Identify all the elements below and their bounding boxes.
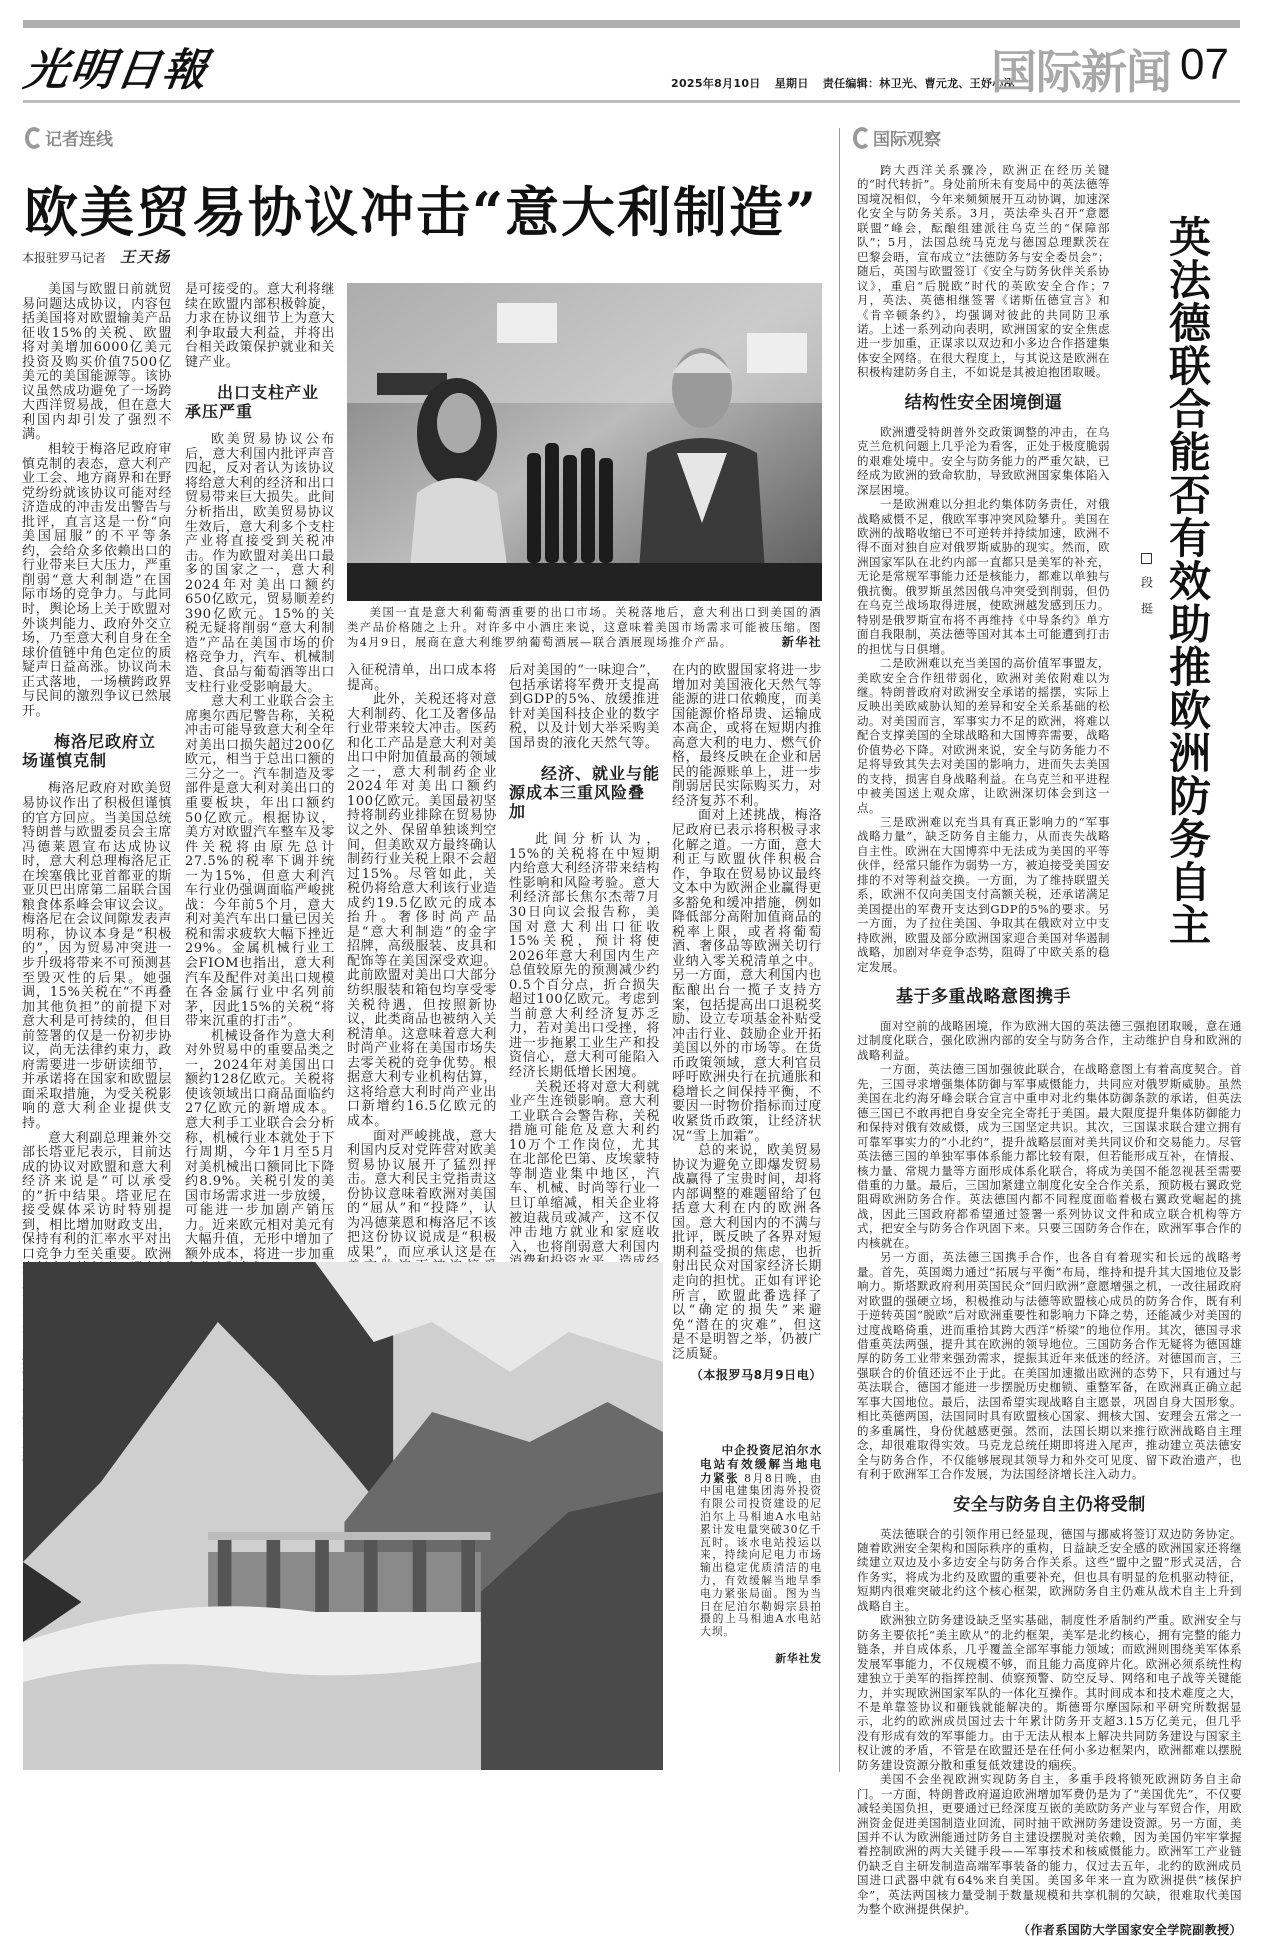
paragraph: 入征税清单，出口成本将提高。 <box>347 663 497 693</box>
column-label-text: 记者连线 <box>45 130 113 150</box>
paragraph: 是可接受的。意大利将继续在欧盟内部积极斡旋，力求在协议细节上为意大利争取最大利益，并将出台相关政策保护就业和关键产业。 <box>185 282 335 370</box>
paragraph: 欧美贸易协议公布后，意大利国内批评声音四起，反对者认为该协议将给意大利的经济和出口贸易带来巨大损失。此间分析指出，欧美贸易协议生效后，意大利多个支柱产业将直接受到关税冲击。作为欧盟对美出口最多的国家之一，意大利2024年对美出口额约650亿欧元，贸易顺差约390亿欧元。15%的关税无疑将削弱“意大利制造”产品在美国市场的价格竞争力，汽车、机械制造、食品与葡萄酒等出口支柱行业受影响最大。 <box>185 432 335 695</box>
paragraph: 二是欧洲难以充当美国的高价值军事盟友，美欧安全合作纽带弱化，欧洲对美依附难以为继。特朗普政府对欧洲安全承诺的摇摆，实际上反映出美欧威胁认知的差异和安全关系基础的松动。对美国而言，军事实力不足的欧洲，将难以配合支撑美国的全球战略和大国博弈需要，战略价值势必下降。对欧洲来说，安全与防务能力不足将导致其失去对美国的影响力，进而失去美国的支持，损害自身战略利益。在乌克兰和平进程中被美国送上观众席，让欧洲深切体会到这一点。 <box>857 656 1110 815</box>
section-title: 国际新闻 <box>991 45 1171 99</box>
paragraph: 跨大西洋关系骤冷，欧洲正在经历关键的“时代转折”。身处前所未有变局中的英法德等国境况相似，今年来频频展开互动协调，加速深化安全与防务关系。3月，英法牵头召开“意愿联盟”峰会，酝酿组建派往乌克兰的“保障部队”；5月，法国总统马克龙与德国总理默茨在巴黎会晤，宣布成立“法德防务与安全委员会”；随后，英国与欧盟签订《安全与防务伙伴关系协议》，重启“后脱欧”时代的英欧安全合作；7月，英法、英德相继签署《诺斯伍德宣言》和《肯辛顿条约》，均强调对彼此的共同防卫承诺。上述一系列动向表明，欧洲国家的安全焦虑进一步加重，正谋求以双边和小多边合作搭建集体安全网络。在很大程度上，与其说这是欧洲在积极构建防务自主，不如说是其被迫抱团取暖。 <box>857 163 1110 380</box>
paragraph: 意大利副总理兼外交部长塔亚尼表示，目前达成的协议对欧盟和意大利经济来说是“可以承受的”折中结果。塔亚尼在接受媒体采访时特别提到，相比增加财政支出，保持有利的汇率水平对出口竞争力至关重要。欧洲 <box>22 1130 172 1262</box>
paragraph: 美国与欧盟日前就贸易问题达成协议，内容包括美国将对欧盟输美产品征收15%的关税、欧盟将对美增加6000亿美元投资及购买价值7500亿美元的美国能源等。该协议虽然成功避免了一场跨大西洋贸易战，但在意大利国内却引发了强烈不满。 <box>22 282 172 443</box>
photo-caption <box>347 605 822 650</box>
newspaper-logo: 光明日報 <box>20 45 212 96</box>
vertical-divider <box>839 128 840 1772</box>
byline-name: 王天扬 <box>120 248 172 266</box>
paragraph: 总的来说，欧美贸易协议为避免立即爆发贸易战赢得了宝贵时间，却将内部调整的难题留给了包括意大利在内的欧洲各国。意大利国内的不满与批评，既反映了各界对短期利益受损的焦虑，也折射出民众对国家经济长期走向的担忧。正如有评论所言，欧盟此番选择了以“确定的损失”来避免“潜在的灾难”，但这是不是明智之举，仍被广泛质疑。 <box>672 1143 822 1362</box>
paragraph: 在内的欧盟国家将进一步增加对美国液化天然气等能源的进口依赖度，而美国能源价格昂贵、运输成本高企，或将在短期内推高意大利的电力、燃气价格，最终反映在企业和居民的能源账单上，进一步削弱居民实际购买力，对经济复苏不利。 <box>672 663 822 809</box>
headline-area <box>1110 163 1242 1011</box>
issue-weekday: 星期日 <box>774 77 809 90</box>
g-logo-icon <box>25 127 43 149</box>
header-divider <box>23 100 1240 103</box>
author-name: 段挺 <box>1139 576 1154 628</box>
paragraph: 另一方面，英法德三国携手合作，也各自有着现实和长远的战略考量。首先，英国竭力通过“拓展与平衡”布局，维持和提升其大国地位及影响力。斯塔默政府利用英国民众“回归欧洲”意愿增强之机，一改往届政府对欧盟的强硬立场，积极推动与法德等欧盟核心成员的防务合作，既有利于逆转英国“脱欧”后对欧洲重要性和影响力下降之势，还能减少对美国的过度战略倚重，进而重拾其跨大西洋“桥梁”的地位作用。其次，德国寻求借重英法两强，提升其在欧洲的领导地位。三国防务合作无疑将为德国雄厚的防务工业带来强劲需求，提振其近年来低迷的经济。对德国而言，三强联合的价值还远不止于此。在美国加速撤出欧洲的态势下，只有通过与英法联合，德国才能进一步摆脱历史枷锁、重整军备，在欧洲真正确立起军事大国地位。最后，法国希望实现战略自主愿景，巩固自身大国形象。相比英德两国，法国同时具有欧盟核心国家、拥核大国、安理会五常之一的多重属性，身份优越感更强。然而，法国长期以来推行欧洲战略自主理念，却很难取得实效。马克龙总统任期即将进入尾声，推动建立英法德安全与防务合作，不仅能够展现其领导力和外交可见度、留下政治遗产，也有利于欧洲军工合作发展，为法国经济增长注入动力。 <box>857 1250 1242 1482</box>
paragraph: 此外，关税还将对意大利制药、化工及奢侈品行业带来较大冲击。医药和化工产品是意大利对美出口中附加值最高的领域之一，意大利制药企业2024年对美出口额约100亿欧元。美国最初坚持将制药业排除在贸易协议之外、保留单独谈判空间，但美欧双方最终确认制药行业关税上限不会超过15%。尽管如此，关税仍将给意大利该行业造成约19.5亿欧元的成本抬升。奢侈时尚产品是“意大利制造”的金字招牌，高级服装、皮具和配饰等在美国深受欢迎。此前欧盟对美出口大部分纺织服装和箱包均享受零关税待遇，但按照新协议，此类商品也被纳入关税清单。这意味着意大利时尚产业将在美国市场失去零关税的竞争优势。根据意大利专业机构估算，这将给意大利时尚产业出口新增约16.5亿欧元的成本。 <box>347 692 497 1129</box>
paragraph: 机械设备作为意大利对外贸易中的重要品类之一，2024年对美国出口额约128亿欧元。关税将使该领域出口商品面临约27亿欧元的新增成本。意大利手工业联合会分析称，机械行业本就处于下行周期，今年1月至5月对美机械出口额同比下降约8.9%。关税引发的美国市场需求进一步放缓，可能进一步加剧产销压力。近来欧元相对美元有大幅升值，无形中增加了额外成本，将进一步加重 <box>185 1028 335 1262</box>
page-number: 07 <box>1180 40 1229 89</box>
paragraph: 后对美国的“一味迎合”，包括承诺将军费开支提高到GDP的5%、放缓推进针对美国科技企业的数字税，以及计划大举采购美国昂贵的液化天然气等。 <box>509 663 660 751</box>
subheading: 梅洛尼政府立场谨慎克制 <box>22 732 157 771</box>
paragraph: 欧洲遭受特朗普外交政策调整的冲击，在乌克兰危机问题上几乎沦为看客，正处于极度脆弱的艰难处境中。安全与防务能力的严重欠缺，已经成为欧洲的致命软肋，导致欧洲国家集体陷入深层困境。 <box>857 424 1110 497</box>
paragraph: 意大利工业联合会主席奥尔西尼警告称，关税冲击可能导致意大利全年对美出口损失超过200亿欧元，相当于总出口额的三分之一。汽车制造及零部件是意大利对美出口的重要板块，年出口额约50亿欧元。根据协议，美方对欧盟汽车整车及零件关税将由原先总计27.5%的税率下调并统一为15%，但意大利汽车行业仍强调面临严峻挑战：今年前5个月，意大利对美汽车出口量已因关税和需求疲软大幅下挫近29%。金属机械行业工会FIOM也指出，意大利汽车及配件对美出口规模在各金属行业中名列前茅，因此15%的关税“将带来沉重的打击”。 <box>185 694 335 1030</box>
paragraph: 面对空前的战略困境，作为欧洲大国的英法德三强抱团取暖，意在通过制度化联合，强化欧洲内部的安全与防务合作，主动维护自身和欧洲的战略利益。 <box>857 1019 1242 1062</box>
caption-body: 8月8日晚，由中国电建集团海外投资有限公司投资建设的尼泊尔上马相迪A水电站累计发电量突破30亿千瓦时。该水电站投运以来，持续向尼电力市场输出稳定优质清洁的电力，有效缓解当地旱季电力紧张局面。图为当日在尼泊尔勒姆宗县拍摄的上马相迪A水电站大坝。 <box>700 1471 823 1639</box>
wine-fair-photo <box>347 283 822 601</box>
article-column-3 <box>347 663 497 1260</box>
paragraph: 三是欧洲难以充当具有真正影响力的“军事战略力量”，缺乏防务自主能力，从而丧失战略自主性。欧洲在大国博弈中无法成为美国的平等伙伴，经常只能作为弱势一方，被迫接受美国安排的不对等利益交换。一方面，为了维持联盟关系，欧洲不仅向美国支付高额关税，还承诺满足美国提出的军费开支达到GDP的5%的要求。另一方面，为了拉住美国、争取其在俄欧对立中支持欧洲，欧盟及部分欧洲国家迎合美国对华遏制战略，加剧对华竞争态势，阻碍了中欧关系的稳定发展。 <box>857 815 1110 974</box>
paragraph: 一是欧洲难以分担北约集体防务责任，对俄战略威慑不足，俄欧军事冲突风险攀升。美国在欧洲的战略收缩已不可逆转并持续加速，欧洲不得不面对独自应对俄罗斯威胁的现实。然而，欧洲国家军队在北约内部一直都只是美军的补充，无论是常规军事能力还是核能力，都难以单独与俄抗衡。俄罗斯虽然因俄乌冲突受到削弱，但仍在乌克兰战场取得进展，使欧洲越发感到压力。特别是俄罗斯宣布将不再维持《中导条约》单方面自我限制，英法德等国对其本土可能遭到打击的担忧与日俱增。 <box>857 497 1110 656</box>
top-bar <box>23 20 1240 28</box>
dateline-sign: （作者系国防大学国家安全学院副教授） <box>1017 1922 1242 1937</box>
subheading: 基于多重战略意图携手 <box>896 987 1071 1008</box>
g-logo-icon <box>853 127 871 149</box>
column-label-text: 国际观察 <box>873 130 941 150</box>
paragraph: 梅洛尼政府对欧美贸易协议作出了积极但谨慎的官方回应。当美国总统特朗普与欧盟委员会主席冯德莱恩宣布达成协议时，意大利总理梅洛尼正在埃塞俄比亚首都亚的斯亚贝巴出席第二届联合国粮食体系峰会审议会议。梅洛尼在会议间隙发表声明称，协议本身是“积极的”，因为贸易冲突进一步升级将带来不可预测甚至毁灭性的后果。她强调，15%关税在“不再叠加其他负担”的前提下对意大利是可持续的，但目前签署的仅是一份初步协议，尚无法律约束力，政府需要进一步研读细节，并承诺将在国家和欧盟层面采取措施，为受关税影响的意大利企业提供支持。 <box>22 781 172 1131</box>
editors: 责任编辑：林卫光、曹元龙、王妤心泓 <box>822 77 1015 90</box>
article-column-4 <box>509 663 661 1255</box>
paragraph: 相较于梅洛尼政府审慎克制的表态，意大利产业工会、地方商界和在野党纷纷就该协议可能对经济造成的冲击发出警告与批评，直言这是一份“向美国屈服”的不平等条约，会给众多依赖出口的行业带来巨大压力，严重削弱“意大利制造”在国际市场的竞争力。与此同时，舆论场上关于欧盟对外谈判能力、政府外交立场，乃至意大利自身在全球价值链中角色定位的质疑声日益高涨。协议尚未正式落地，一场横跨政界与民间的激烈争议已然展开。 <box>22 442 172 719</box>
article-column-2 <box>185 282 335 1262</box>
hydropower-dam-photo <box>23 1262 663 1770</box>
issue-date: 2025年8月10日 <box>671 77 761 90</box>
dateline-sign: （本报罗马8月9日电） <box>690 1368 822 1383</box>
paragraph: 面对上述挑战，梅洛尼政府已表示将积极寻求化解之道。一方面，意大利正与欧盟伙伴积极合作，争取在贸易协议最终文本中为欧洲企业赢得更多豁免和缓冲措施，例如降低部分高附加值商品的税率上限，或者将葡萄酒、奢侈品等欧洲关切行业纳入零关税清单之中。另一方面，意大利国内也酝酿出台一揽子支持方案，包括提高出口退税奖励、设立专项基金补贴受冲击行业、鼓励企业开拓美国以外的市场等。在货币政策领域，意大利官员呼吁欧洲央行在抗通胀和稳增长之间保持平衡，不要因一时物价指标而过度收紧货币政策，让经济状况“雪上加霜”。 <box>672 808 822 1144</box>
paragraph: 此间分析认为，15%的关税将在中短期内给意大利经济带来结构性影响和风险考验。意大利经济部长焦尔杰蒂7月30日向议会报告称，美国对意大利出口征收15%关税，预计将使2026年意大利国内生产总值较原先的预测减少约0.5个百分点，折合损失超过100亿欧元。考虑到当前意大利经济复苏乏力，若对美出口受挫，将进一步拖累工业生产和投资信心，意大利可能陷入经济长期低增长困境。 <box>509 832 660 1081</box>
author-box-icon <box>1141 553 1152 564</box>
photo-credit: 新华社 <box>781 635 822 649</box>
subheading: 安全与防务自主仍将受制 <box>953 1494 1146 1515</box>
article-column-5 <box>672 663 822 1383</box>
subheading: 出口支柱产业承压严重 <box>185 383 320 422</box>
column-label-reporter <box>25 125 113 150</box>
commentary-article <box>857 163 1242 1937</box>
caption-title: 中企投资尼泊尔水电站有效缓解当地电力紧张 <box>700 1443 822 1485</box>
byline <box>22 246 171 267</box>
issue-dateline <box>671 75 1025 91</box>
byline-prefix: 本报驻罗马记者 <box>22 251 107 265</box>
paragraph: 一方面，英法德三国加强彼此联合，在战略意图上有着高度契合。首先，三国寻求增强集体防御与军事威慑能力，共同应对俄罗斯威胁。虽然美国在北约海牙峰会联合宣言中重申对北约集体防御条款的承诺，但英法德三国已不敢再把自身安全完全寄托于美国。最大限度提升集体防御能力和保持对俄有效威慑，成为三国坚定共识。其次，三国谋求联合建立拥有可靠军事实力的“小北约”，提升战略层面对美共同议价和交易能力。尽管英法德三国的单独军事体系能力都比较有限，但若能形成互补，在情报、核力量、常规力量等方面形成体系化联合，将成为美国不能忽视甚至需要借重的力量。最后，三国加紧建立制度化安全合作关系，预防极右翼政党阻碍欧洲防务合作。英法德国内都不同程度面临着极右翼政党崛起的挑战，因此三国政府都希望通过签署一系列协议文件和成立联合机构等方式，把安全与防务合作巩固下来。只要三国防务合作在，欧洲军事合作的内核就在。 <box>857 1062 1242 1250</box>
paragraph: 美国不会坐视欧洲实现防务自主，多重手段将锁死欧洲防务自主命门。一方面，特朗普政府逼迫欧洲增加军费仍是为了“美国优先”，不仅要减轻美国负担，更要通过已经深度互嵌的美欧防务产业与军贸合作，用欧洲资金促进美国制造业回流，同时抽干欧洲防务建设资源。另一方面，美国并不认为欧洲能通过防务自主建设摆脱对美依赖，因为美国仍牢牢掌握着控制欧洲的两大关键手段——军事技术和核威慑能力。欧洲军工产业链仍缺乏自主研发制造高端军事装备的能力，仅过去五年，北约的欧洲成员国进口武器中就有64%来自美国。美国多年来一直为欧洲提供“核保护伞”，英法两国核力量受制于数量规模和共享机制的欠缺，很难取代美国为整个欧洲提供保护。 <box>857 1772 1242 1917</box>
paragraph: 英法德联合的引领作用已经显现，德国与挪威将签订双边防务协定。随着欧洲安全架构和国际秩序的重构，日益缺乏安全感的欧洲国家还将继续建立双边及小多边安全与防务合作关系。这些“盟中之盟”形式灵活，合作务实，将成为北约及欧盟的重要补充，但也具有明显的危机驱动特征，短期内很难突破北约这个核心框架，欧洲防务自主仍难从战术自主上升到战略自主。 <box>857 1526 1242 1613</box>
caption-credit: 新华社发 <box>775 1651 822 1665</box>
paragraph: 面对严峻挑战，意大利国内反对党阵营对欧美贸易协议展开了猛烈抨击。意大利民主党指责这份协议意味着欧洲对美国的“屈从”和“投降”，认为冯德莱恩和梅洛尼不该把这份协议说成是“积极成果”，而应承认这是在 <box>347 1128 497 1260</box>
commentary-headline: 英法德联合能否有效助推欧洲防务自主 <box>1163 215 1212 946</box>
paragraph: 关税还将对意大利就业产生连锁影响。意大利工业联合会警告称，关税措施可能危及意大利约10万个工作岗位，尤其在北部伦巴第、皮埃蒙特等制造业集中地区，汽车、机械、时尚等行业一旦订单缩减，相关企业将被迫裁员或减产，这不仅冲击地方就业和家庭收入，也将削弱意大利国内 <box>509 1079 660 1255</box>
article-column-1 <box>22 282 172 1262</box>
paragraph: 欧洲独立防务建设缺乏坚实基础，制度性矛盾制约严重。欧洲安全与防务主要依托“美主欧从”的北约框架，美军是北约核心，拥有完整的能力链条，并自成体系，几乎覆盖全部军事能力领域；而欧洲则围绕美军体系发展军事能力，不仅规模不够，而且能力高度碎片化。欧洲必须系统性构建独立于美军的指挥控制、侦察预警、防空反导、网络和电子战等关键能力，并实现欧洲国家军队的一体化互操作。其时间成本和技术难度之大，不是单靠签协议和砸钱就能解决的。斯德哥尔摩国际和平研究所数据显示，北约的欧洲成员国过去十年累计防务开支超3.15万亿美元，但几乎没有形成有效的军事能力。由于无法从根本上解决共同防务建设与国家主权让渡的矛盾，不管是在欧盟还是在任何小多边框架内，欧洲都难以摆脱防务建设资源分散和重复低效建设的痼疾。 <box>857 1613 1242 1772</box>
article-headline: 欧美贸易协议冲击“意大利制造” <box>24 180 819 244</box>
subheading: 结构性安全困境倒逼 <box>904 392 1063 413</box>
photo-caption-text: 美国一直是意大利葡萄酒重要的出口市场。关税落地后，意大利出口到美国的酒类产品价格随之上升。对许多中小酒庄来说，这意味着美国市场需求可能被压缩。图为4月9日，展商在意大利维罗纳葡萄酒展—联合酒展现场推介产品。 <box>347 606 822 649</box>
subheading: 经济、就业与能源成本三重风险叠加 <box>509 764 661 822</box>
hydropower-photo-caption <box>700 1444 822 1666</box>
author-byline <box>1139 553 1153 628</box>
column-label-observation <box>853 125 941 150</box>
